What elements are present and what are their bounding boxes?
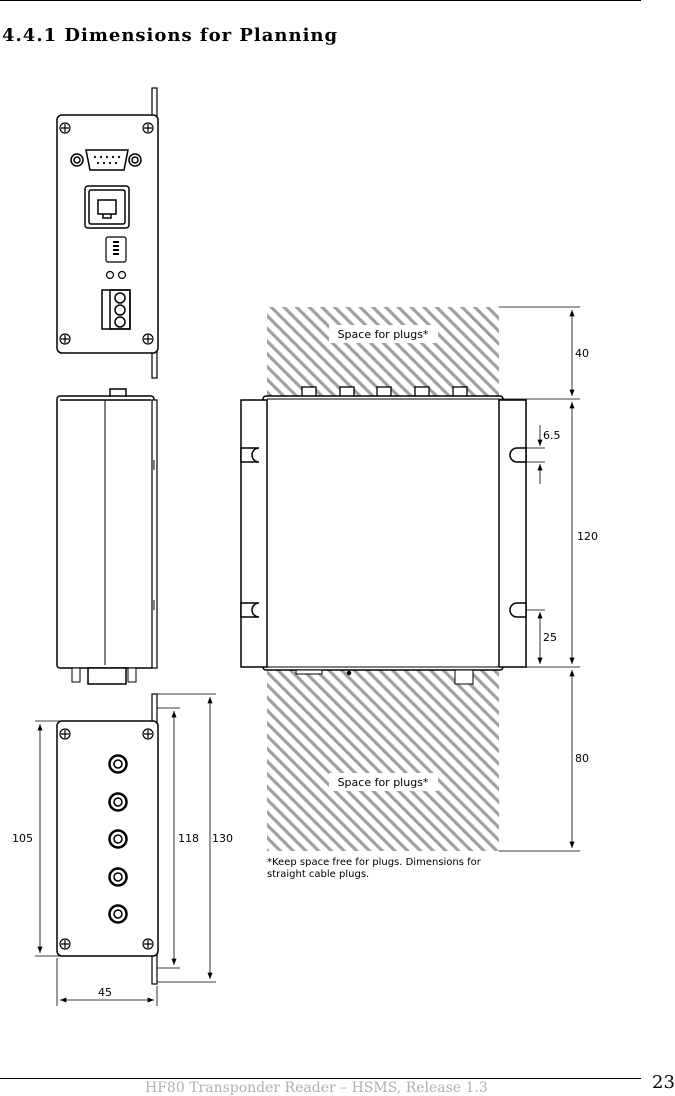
footnote-line-2: straight cable plugs. (267, 869, 370, 880)
dimension-120: 120 (577, 530, 598, 543)
side-view (57, 389, 157, 684)
rear-panel (57, 721, 158, 956)
mounting-slot (510, 603, 526, 617)
front-panel-view (57, 88, 158, 378)
dimension-130: 130 (212, 832, 233, 845)
dimension-6-5: 6.5 (543, 429, 561, 442)
left-rail (241, 400, 267, 667)
mounting-slot (510, 448, 526, 462)
dimension-25: 25 (543, 631, 557, 644)
footer-rule (0, 1078, 641, 1079)
section-heading: 4.4.1 Dimensions for Planning (2, 25, 339, 46)
top-view (241, 307, 526, 880)
dimension-118: 118 (178, 832, 199, 845)
plug-zone-bottom (267, 670, 499, 851)
dimension-105: 105 (12, 832, 33, 845)
dimension-45: 45 (98, 986, 112, 999)
footnote-line-1: *Keep space free for plugs. Dimensions for (267, 857, 481, 868)
housing-top (263, 396, 503, 670)
space-for-plugs-label-top: Space for plugs* (337, 328, 429, 341)
rear-panel-view (57, 694, 158, 984)
space-for-plugs-label-bottom: Space for plugs* (337, 776, 429, 789)
plug-zone-top (267, 307, 499, 398)
dimension-40: 40 (575, 347, 589, 360)
dimension-80: 80 (575, 752, 589, 765)
footer-text: HF80 Transponder Reader – HSMS, Release 1.3 (145, 1080, 488, 1096)
right-rail (499, 400, 526, 667)
page-number: 23 (652, 1072, 675, 1093)
